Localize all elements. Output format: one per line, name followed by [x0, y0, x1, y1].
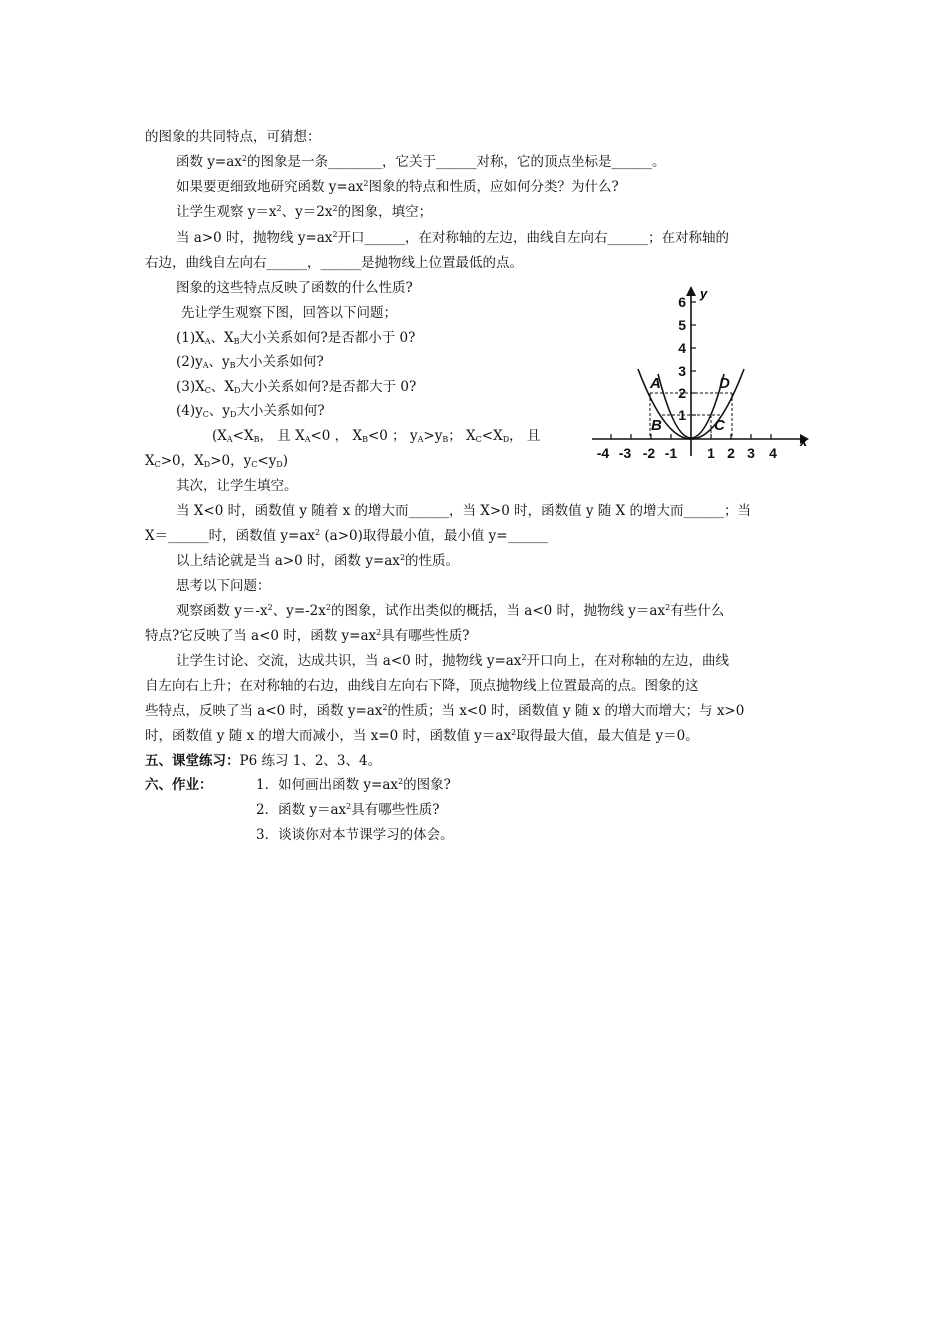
homework-item-2: 2．函数 $y=ax^2$具有哪些性质?	[256, 802, 440, 818]
y-tick-label: 4	[678, 340, 686, 356]
x-axis-label: x	[800, 434, 808, 449]
homework-item-3: 3．谈谈你对本节课学习的体会。	[256, 827, 454, 843]
y-tick-label: 1	[678, 407, 686, 423]
x-tick-label: 1	[707, 445, 715, 461]
text-line: 让学生讨论、交流，达成共识，当 a<0 时，抛物线 $y=ax^2$开口向上，在对称轴的左边，曲线	[176, 653, 730, 669]
text-line: 观察函数 $y=-x^2$、$y=-2x^2$的图象，试作出类似的概括，当 a<0 时，抛物线 $y=ax^2$有些什么	[176, 603, 725, 619]
answer-line-2: $X_C>0$，$X_D>0$，$y_C<y_D$)	[145, 453, 288, 469]
text-line: 当 a>0 时，抛物线 $y=ax^2$开口______，在对称轴的左边，曲线自左向右______；在对称轴的	[176, 230, 730, 246]
text-line: 其次，让学生填空。	[176, 478, 298, 494]
homework-item-1: 1．如何画出函数 $y=ax^2$的图象?	[256, 777, 451, 793]
question-3: $(3)X_C$、$X_D$大小关系如何?是否都大于 0?	[176, 379, 417, 395]
point-label-b: B	[651, 417, 662, 434]
y-axis-arrow	[686, 286, 696, 296]
x-tick-label: -1	[664, 445, 678, 461]
y-tick-label: 6	[678, 294, 686, 310]
text-line: 些特点，反映了当 a<0 时，函数 $y=ax^2$的性质；当 x<0 时，函数值 y 随 x 的增大而增大；与 x>0	[145, 703, 745, 719]
x-tick-label: 2	[727, 445, 735, 461]
text-line: 函数 $y=ax^2$的图象是一条________，它关于______对称，它的顶点坐标是______。	[176, 154, 666, 170]
text-line: 图象的这些特点反映了函数的什么性质?	[176, 280, 413, 296]
question-4: $(4)y_C$、$y_D$大小关系如何?	[176, 403, 325, 419]
y-axis-label: y	[700, 286, 708, 301]
parabola-figure	[588, 284, 813, 464]
section-5: 五、课堂练习：P6 练习 1、2、3、4。	[145, 753, 382, 769]
y-tick-label: 3	[678, 363, 686, 379]
section-6-title: 六、作业：	[145, 777, 213, 793]
text-line: 当 X<0 时，函数值 y 随着 x 的增大而______，当 X>0 时，函数值 y 随 X 的增大而______；当	[176, 503, 751, 519]
x-tick-label: 4	[769, 445, 777, 461]
text-line: 右边，曲线自左向右______，______是抛物线上位置最低的点。	[145, 255, 523, 271]
x-tick-label: -2	[642, 445, 656, 461]
text-line: X＝______时，函数值 $y=ax^2$ (a>0)取得最小值，最小值 y=______	[145, 528, 549, 544]
text-line: 以上结论就是当 a>0 时，函数 $y=ax^2$的性质。	[176, 553, 460, 569]
text-line: 思考以下问题：	[176, 578, 271, 594]
y-tick-label: 5	[678, 317, 686, 333]
point-label-d: D	[719, 375, 730, 392]
question-1: $(1)X_A$、$X_B$大小关系如何?是否都小于 0?	[176, 330, 416, 346]
x-tick-label: -3	[618, 445, 632, 461]
text-line: 特点?它反映了当 a<0 时，函数 $y=ax^2$具有哪些性质?	[145, 628, 470, 644]
answer-line-1: ($X_A<X_B$， 且 $X_A<0$ ， $X_B<0$ ； $y_A>y_B$； $X_C<X_D$， 且	[212, 428, 541, 444]
x-tick-label: 3	[747, 445, 755, 461]
question-2: $(2)y_A$、$y_B$大小关系如何?	[176, 354, 324, 370]
text-line: 如果要更细致地研究函数 $y=ax^2$图象的特点和性质，应如何分类？为什么?	[176, 179, 619, 195]
text-line: 时，函数值 y 随 x 的增大而减小，当 x=0 时，函数值 $y=ax^2$取得最大值，最大值是 y＝0。	[145, 728, 699, 744]
point-label-a: A	[650, 375, 661, 392]
point-label-c: C	[714, 417, 725, 434]
x-tick-label: -4	[596, 445, 610, 461]
section-5-title: 五、课堂练习：	[145, 753, 240, 769]
text-line: 自左向右上升；在对称轴的右边，曲线自左向右下降，顶点抛物线上位置最高的点。图象的这	[145, 678, 699, 694]
text-line: 的图象的共同特点，可猜想：	[145, 129, 321, 145]
text-line: 先让学生观察下图，回答以下问题；	[181, 305, 397, 321]
text-line: 让学生观察 $y=x^2$、$y=2x^2$的图象，填空；	[176, 204, 433, 220]
y-tick-label: 2	[678, 385, 686, 401]
